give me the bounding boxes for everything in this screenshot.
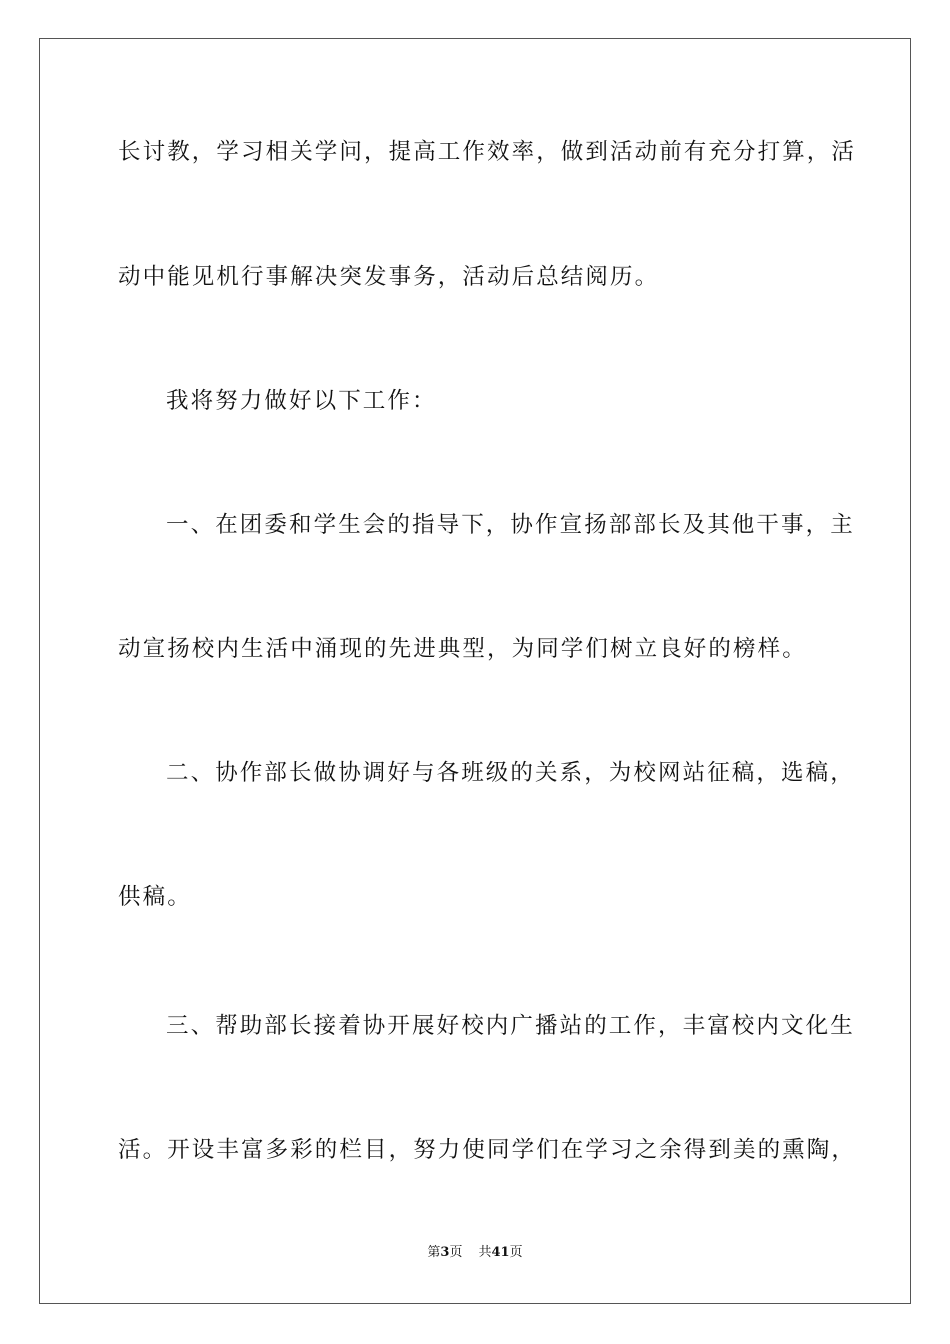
footer-page-number: 3 [440,1245,450,1260]
footer-page-prefix: 第 [427,1245,441,1260]
body-text-line-8: 三、帮助部长接着协开展好校内广播站的工作，丰富校内文化生 [166,1013,855,1039]
page-footer [0,1244,950,1262]
footer-total-prefix: 共 [478,1245,492,1260]
body-text-line-7: 供稿。 [118,884,192,910]
page-border [39,38,911,1304]
body-text-line-2: 动中能见机行事解决突发事务，活动后总结阅历。 [118,264,660,290]
footer-page-suffix: 页 [449,1245,463,1260]
body-text-line-3: 我将努力做好以下工作： [166,388,437,414]
body-text-line-1: 长讨教，学习相关学问，提高工作效率，做到活动前有充分打算，活 [118,139,857,165]
footer-total-pages: 41 [491,1245,510,1260]
body-text-line-5: 动宣扬校内生活中涌现的先进典型，为同学们树立良好的榜样。 [118,636,807,662]
body-text-line-9: 活。开设丰富多彩的栏目，努力使同学们在学习之余得到美的熏陶， [118,1137,857,1163]
body-text-line-4: 一、在团委和学生会的指导下，协作宣扬部部长及其他干事，主 [166,512,855,538]
footer-total-suffix: 页 [509,1245,523,1260]
body-text-line-6: 二、协作部长做协调好与各班级的关系，为校网站征稿，选稿， [166,760,855,786]
